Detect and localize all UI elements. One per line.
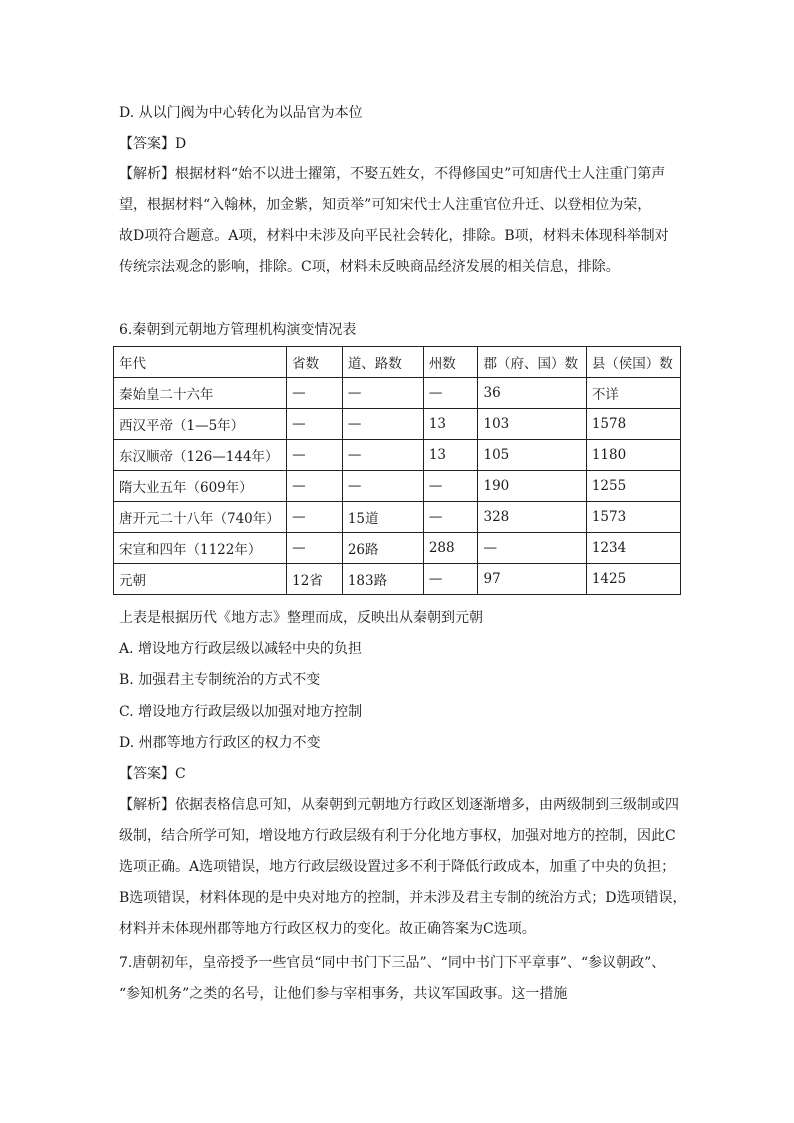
q6-title: 6.秦朝到元朝地方管理机构演变情况表 [119, 322, 357, 338]
table-cell: 1180 [586, 440, 680, 471]
table-cell: 1573 [586, 502, 680, 533]
table-cell: — [423, 471, 478, 502]
q6-analysis-line: 级制，结合所学可知，增设地方行政层级有利于分化地方事权，加强对地方的控制，因此C [119, 828, 676, 844]
q5-analysis-line: 传统宗法观念的影响，排除。C项，材料未反映商品经济发展的相关信息，排除。 [119, 259, 620, 275]
admin-structure-table [113, 346, 681, 595]
header-cell: 年代 [114, 347, 287, 378]
table-cell: 1425 [586, 564, 680, 595]
table-cell: 26路 [342, 533, 423, 564]
table-row [114, 378, 681, 409]
table-cell: — [287, 533, 343, 564]
q5-option-d: D. 从以门阀为中心转化为以品官为本位 [119, 105, 363, 121]
table-cell: — [287, 440, 343, 471]
q6-option-a: A. 增设地方行政层级以减轻中央的负担 [119, 641, 363, 657]
table-cell: — [342, 471, 423, 502]
table-cell: — [423, 502, 478, 533]
table-cell: — [342, 378, 423, 409]
table-row [114, 440, 681, 471]
table-cell: 东汉顺帝（126—144年） [114, 440, 287, 471]
q6-stem: 上表是根据历代《地方志》整理而成，反映出从秦朝到元朝 [119, 610, 483, 626]
table-row [114, 564, 681, 595]
table-header-row [114, 347, 681, 378]
table-row [114, 409, 681, 440]
table-cell: 103 [478, 409, 586, 440]
header-cell: 郡（府、国）数 [478, 347, 586, 378]
q5-analysis-line: 望，根据材料“入翰林，加金紫，知贡举”可知宋代士人注重官位升迁、以登相位为荣， [119, 197, 652, 213]
table-cell: 1578 [586, 409, 680, 440]
header-cell: 州数 [423, 347, 478, 378]
table-cell: 元朝 [114, 564, 287, 595]
table-cell: 13 [423, 440, 478, 471]
q5-answer: 【答案】D [119, 136, 187, 152]
table-cell: — [342, 440, 423, 471]
q5-analysis [119, 159, 679, 283]
table-cell: 秦始皇二十六年 [114, 378, 287, 409]
table-row [114, 502, 681, 533]
q6-option-c: C. 增设地方行政层级以加强对地方控制 [119, 704, 363, 720]
table-cell: — [423, 564, 478, 595]
table-row [114, 471, 681, 502]
table-cell: 190 [478, 471, 586, 502]
q6-analysis-line: 选项正确。A选项错误，地方行政层级设置过多不利于降低行政成本，加重了中央的负担； [119, 859, 676, 875]
q6-analysis-line: 【解析】依据表格信息可知，从秦朝到元朝地方行政区划逐渐增多，由两级制到三级制或四 [119, 797, 679, 813]
table-cell: — [287, 502, 343, 533]
table-cell: 1234 [586, 533, 680, 564]
q6-analysis-line: 材料并未体现州郡等地方行政区权力的变化。故正确答案为C选项。 [119, 921, 536, 937]
table-cell: — [287, 409, 343, 440]
table-cell: 328 [478, 502, 586, 533]
table-cell: — [287, 378, 343, 409]
table-cell: 1255 [586, 471, 680, 502]
q7-stem-line: “参知机务”之类的名号，让他们参与宰相事务，共议军国政事。这一措施 [119, 986, 568, 1002]
table-cell: 12省 [287, 564, 343, 595]
header-cell: 道、路数 [342, 347, 423, 378]
table-cell: 97 [478, 564, 586, 595]
table-row [114, 533, 681, 564]
header-cell: 省数 [287, 347, 343, 378]
q5-analysis-line: 故D项符合题意。A项，材料中未涉及向平民社会转化，排除。B项，材料未体现科举制对 [119, 228, 669, 244]
table-cell: 不详 [586, 378, 680, 409]
table-cell: 15道 [342, 502, 423, 533]
table-cell: 隋大业五年（609年） [114, 471, 287, 502]
table-cell: 唐开元二十八年（740年） [114, 502, 287, 533]
q5-analysis-line: 【解析】根据材料“始不以进士擢第，不娶五姓女，不得修国史”可知唐代士人注重门第声 [119, 166, 666, 182]
q6-analysis-line: B选项错误，材料体现的是中央对地方的控制，并未涉及君主专制的统治方式；D选项错误， [119, 890, 687, 906]
q7-stem [119, 948, 679, 1010]
q7-stem-line: 7.唐朝初年，皇帝授予一些官员“同中书门下三品”、“同中书门下平章事”、“参议朝政”、 [119, 955, 666, 971]
table-cell: 105 [478, 440, 586, 471]
table-cell: 宋宣和四年（1122年） [114, 533, 287, 564]
table-cell: — [478, 533, 586, 564]
table-cell: — [342, 409, 423, 440]
table-cell: — [287, 471, 343, 502]
table-cell: 36 [478, 378, 586, 409]
q6-answer: 【答案】C [119, 766, 186, 782]
table-cell: 183路 [342, 564, 423, 595]
table-cell: 西汉平帝（1—5年） [114, 409, 287, 440]
table-cell: — [423, 378, 478, 409]
q6-analysis [119, 790, 687, 945]
header-cell: 县（侯国）数 [586, 347, 680, 378]
table-cell: 288 [423, 533, 478, 564]
q6-option-d: D. 州郡等地方行政区的权力不变 [119, 735, 321, 751]
q6-option-b: B. 加强君主专制统治的方式不变 [119, 672, 321, 688]
table-cell: 13 [423, 409, 478, 440]
